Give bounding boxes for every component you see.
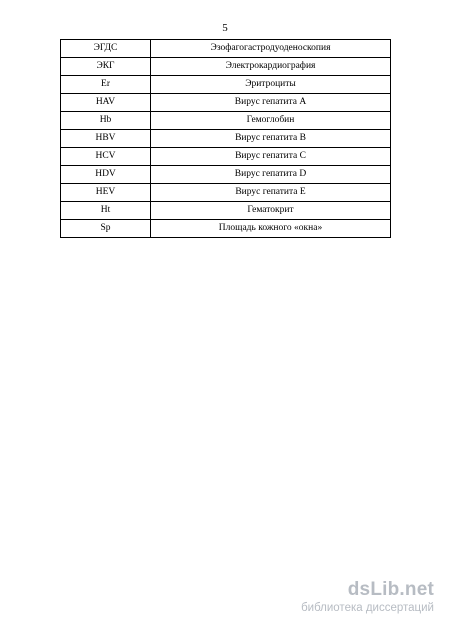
- meaning-cell: Вирус гепатита В: [151, 130, 391, 148]
- abbreviation-cell: HCV: [61, 148, 151, 166]
- page-number: 5: [222, 22, 228, 34]
- meaning-cell: Гематокрит: [151, 202, 391, 220]
- meaning-cell: Вирус гепатита D: [151, 166, 391, 184]
- watermark-brand: dsLib.net: [347, 579, 434, 600]
- table-row: [61, 184, 391, 202]
- abbreviation-cell: Er: [61, 76, 151, 94]
- meaning-cell: Электрокардиография: [151, 58, 391, 76]
- table-row: [61, 148, 391, 166]
- table-row: [61, 76, 391, 94]
- table-row: [61, 130, 391, 148]
- meaning-cell: Эзофагогастродуоденоскопия: [151, 40, 391, 58]
- abbreviation-cell: ЭГДС: [61, 40, 151, 58]
- abbreviation-cell: Sp: [61, 220, 151, 238]
- abbreviation-cell: HAV: [61, 94, 151, 112]
- abbreviation-cell: HBV: [61, 130, 151, 148]
- abbreviation-cell: Hb: [61, 112, 151, 130]
- meaning-cell: Вирус гепатита Е: [151, 184, 391, 202]
- abbreviations-table: [60, 39, 391, 238]
- watermark-tagline: библиотека диссертаций: [301, 602, 434, 614]
- abbreviation-cell: HEV: [61, 184, 151, 202]
- table-row: [61, 112, 391, 130]
- meaning-cell: Эритроциты: [151, 76, 391, 94]
- abbreviation-cell: HDV: [61, 166, 151, 184]
- meaning-cell: Площадь кожного «окна»: [151, 220, 391, 238]
- table-row: [61, 202, 391, 220]
- meaning-cell: Вирус гепатита А: [151, 94, 391, 112]
- meaning-cell: Гемоглобин: [151, 112, 391, 130]
- table-row: [61, 94, 391, 112]
- meaning-cell: Вирус гепатита С: [151, 148, 391, 166]
- watermark: [301, 580, 434, 616]
- abbreviation-cell: Ht: [61, 202, 151, 220]
- table-row: [61, 58, 391, 76]
- abbreviation-cell: ЭКГ: [61, 58, 151, 76]
- table-row: [61, 166, 391, 184]
- table-row: [61, 220, 391, 238]
- table-row: [61, 40, 391, 58]
